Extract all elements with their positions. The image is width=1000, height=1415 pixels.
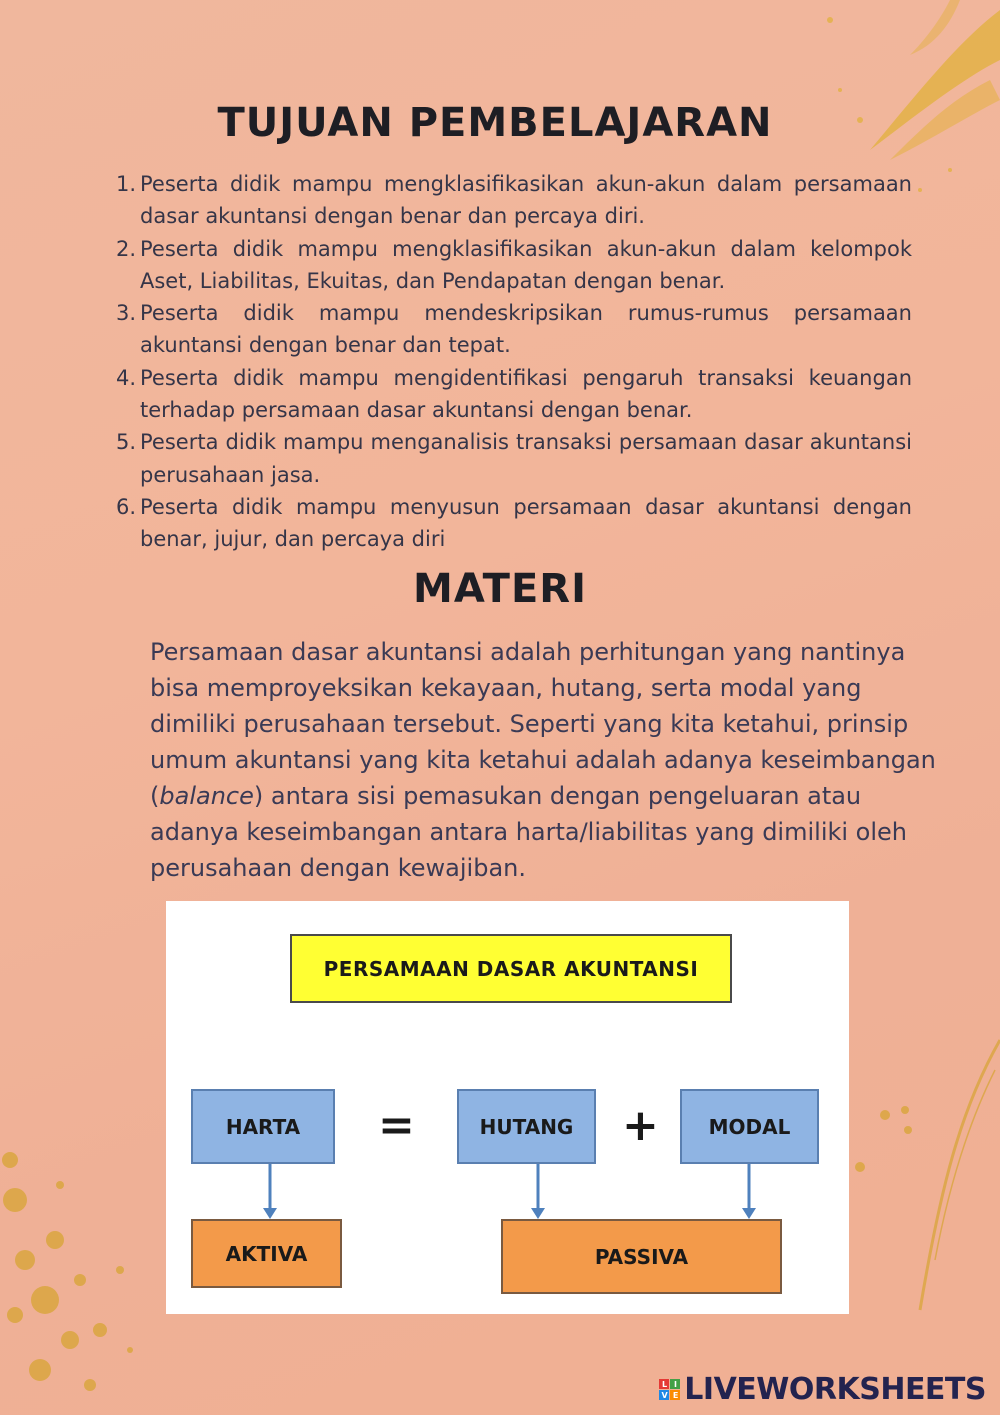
objectives-title: TUJUAN PEMBELAJARAN (217, 100, 773, 146)
objectives-list (112, 168, 912, 556)
objective-text: Peserta didik mampu menyusun persamaan dasar akuntansi dengan benar, jujur, dan percaya diri (140, 494, 912, 552)
materi-text-before: Persamaan dasar akuntansi adalah perhitungan yang nantinya bisa memproyeksikan kekayaan, hutang, serta modal yang dimiliki perusahaan tersebut. Seperti yang kita ketahui, prinsip umum akuntansi yang kita ketahui adalah adanya keseimbangan ( (150, 638, 936, 810)
materi-text-italic: balance (159, 782, 254, 810)
arrow-down-icon (741, 1164, 757, 1220)
objective-number: 6. (116, 494, 137, 519)
objective-number: 2. (116, 236, 137, 261)
gold-streak-decoration (850, 1030, 1000, 1350)
materi-paragraph (150, 634, 940, 886)
objective-text: Peserta didik mampu mengklasifikasikan akun-akun dalam persamaan dasar akuntansi dengan benar dan percaya diri. (140, 172, 912, 229)
objective-text: Peserta didik mampu mendeskripsikan rumus-rumus persamaan akuntansi dengan benar dan tepat. (140, 301, 912, 358)
equals-sign: = (378, 1100, 415, 1151)
plus-sign: + (622, 1100, 659, 1151)
objective-item (112, 297, 912, 362)
objective-number: 3. (116, 301, 137, 326)
objective-item (112, 362, 912, 427)
objective-number: 1. (116, 172, 137, 196)
harta-box: HARTA (191, 1089, 335, 1164)
watermark-text: LIVEWORKSHEETS (684, 1372, 986, 1407)
liveworksheets-watermark (659, 1372, 986, 1407)
logo-letter: I (670, 1379, 680, 1389)
diagram-header-box: PERSAMAAN DASAR AKUNTANSI (290, 934, 732, 1003)
objective-item (112, 426, 912, 491)
liveworksheets-logo-icon (659, 1379, 680, 1400)
arrow-down-icon (262, 1164, 278, 1220)
gold-dots-decoration (0, 1140, 150, 1415)
objective-number: 4. (116, 365, 137, 390)
objective-item (112, 491, 912, 556)
aktiva-box: AKTIVA (191, 1219, 342, 1288)
arrow-down-icon (530, 1164, 546, 1220)
passiva-box: PASSIVA (501, 1219, 782, 1294)
logo-letter: L (659, 1379, 669, 1389)
objective-number: 5. (116, 430, 137, 455)
logo-letter: V (659, 1390, 669, 1400)
objective-text: Peserta didik mampu menganalisis transaksi persamaan dasar akuntansi perusahaan jasa. (140, 430, 912, 487)
objective-item (112, 168, 912, 233)
objective-item (112, 233, 912, 298)
hutang-box: HUTANG (457, 1089, 596, 1164)
materi-title: MATERI (413, 566, 587, 612)
objective-text: Peserta didik mampu mengklasifikasikan akun-akun dalam kelompok Aset, Liabilitas, Ekuitas, dan Pendapatan dengan benar. (140, 236, 912, 293)
modal-box: MODAL (680, 1089, 819, 1164)
objective-text: Peserta didik mampu mengidentifikasi pengaruh transaksi keuangan terhadap persamaan dasar akuntansi dengan benar. (140, 365, 912, 423)
logo-letter: E (670, 1390, 680, 1400)
materi-text-after: ) antara sisi pemasukan dengan pengeluaran atau adanya keseimbangan antara harta/liabilitas yang dimiliki oleh perusahaan dengan kewajiban. (150, 782, 908, 882)
accounting-equation-diagram (166, 901, 849, 1314)
